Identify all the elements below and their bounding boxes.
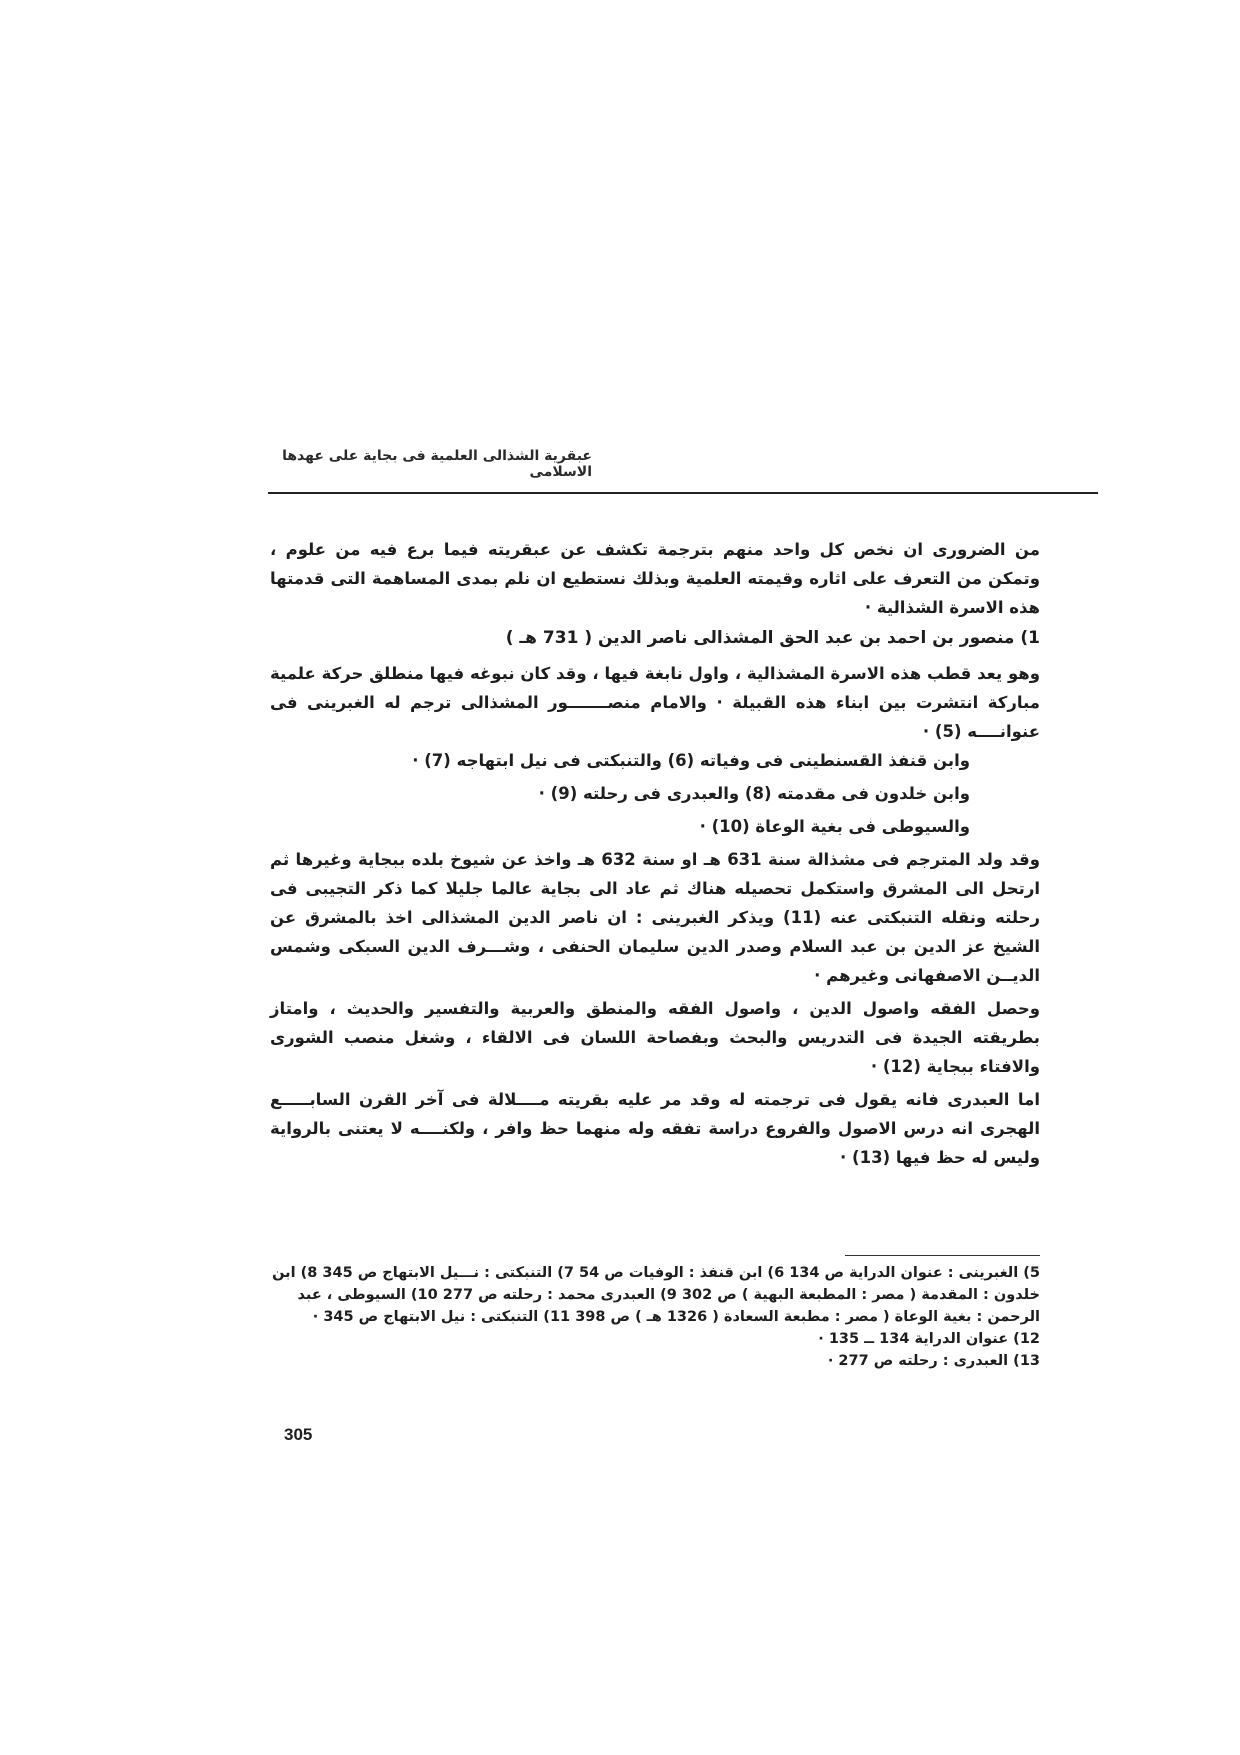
paragraph-1: وهو يعد قطب هذه الاسرة المشذالية ، واول نابغة فيها ، وقد كان نبوغه فيها منطلق حركة علمية مباركة انتشرت بين ابناء هذه القبيلة · والامام منصـــــــور المشذالى ترجم له الغبرينى فى عنوانــــه (5) · [270,664,1040,741]
section-heading: 1) منصور بن احمد بن عبد الحق المشذالى ناصر الدين ( 731 هـ ) [505,628,1040,648]
paragraph-2: وقد ولد المترجم فى مشذالة سنة 631 هـ او سنة 632 هـ واخذ عن شيوخ بلده ببجاية وغيرها ثم ارتحل الى المشرق واستكمل تحصيله هناك ثم عاد الى بجاية عالما جليلا كما ذكر التجيبى فى رحلته ونقله التنبكتى عنه (11) ويذكر الغبرينى : ان ناصر الدين المشذالى اخذ بالمشرق عن الشيخ عز الدين بن عبد السلام وصدر الدين سليمان الحنفى ، وشـــرف الدين السبكى وشمس الديــن الاصفهانى وغيرهم · [270,850,1040,985]
reference-line: وابن قنفذ القسنطينى فى وفياته (6) والتنبكتى فى نيل ابتهاجه (7) · [412,751,970,770]
page-number: 305 [284,1425,313,1444]
footnotes [270,1262,1040,1372]
paragraph-4: اما العبدرى فانه يقول فى ترجمته له وقد مر عليه بقريته مــــلالة فى آخر القرن السابـــــع الهجرى انه درس الاصول والفروع دراسة تفقه وله منهما حظ وافر ، ولكنــــه لا يعتنى بالرواية وليس له حظ فيها (13) · [270,1090,1040,1167]
intro-paragraph: من الضرورى ان نخص كل واحد منهم بترجمة تكشف عن عبقريته فيما برع فيه من علوم ، وتمكن من التعرف على اثاره وقيمته العلمية وبذلك نستطيع ان نلم بمدى المساهمة التى قدمتها هذه الاسرة الشذالية · [270,540,1040,617]
reference-line: وابن خلدون فى مقدمته (8) والعبدرى فى رحلته (9) · [538,784,970,803]
paragraph-3: وحصل الفقه واصول الدين ، واصول الفقه والمنطق والعربية والتفسير والحديث ، وامتاز بطريقته الجيدة فى التدريس والبحث وبفصاحة اللسان فى الالقاء ، وشغل منصب الشورى والافتاء ببجاية (12) · [270,999,1040,1076]
reference-list [270,746,970,841]
footnote-13: 13) العبدرى : رحلته ص 277 · [827,1353,1040,1369]
footnote-12: 12) عنوان الدراية 134 ــ 135 · [818,1331,1040,1347]
footnote-rule [845,1255,1040,1256]
main-text [270,535,1040,1172]
footnote-main: 5) الغبرينى : عنوان الدراية ص 134 6) ابن قنفذ : الوفيات ص 54 7) التنبكتى : نـــيل الابتهاج ص 345 8) ابن خلدون : المقدمة ( مصر : المطبعة البهية ) ص 302 9) العبدرى محمد : رحلته ص 277 10) السيوطى ، عبد الرحمن : بغية الوعاة ( مصر : مطبعة السعادة ( 1326 هـ ) ص 398 11) التنبكتى : نيل الابتهاج ص 345 · [272,1265,1040,1325]
reference-line: والسيوطى فى بغية الوعاة (10) · [699,817,970,836]
running-title: عبقرية الشذالى العلمية فى بجاية على عهدها الاسلامى [282,448,592,480]
header-rule [268,492,1098,494]
